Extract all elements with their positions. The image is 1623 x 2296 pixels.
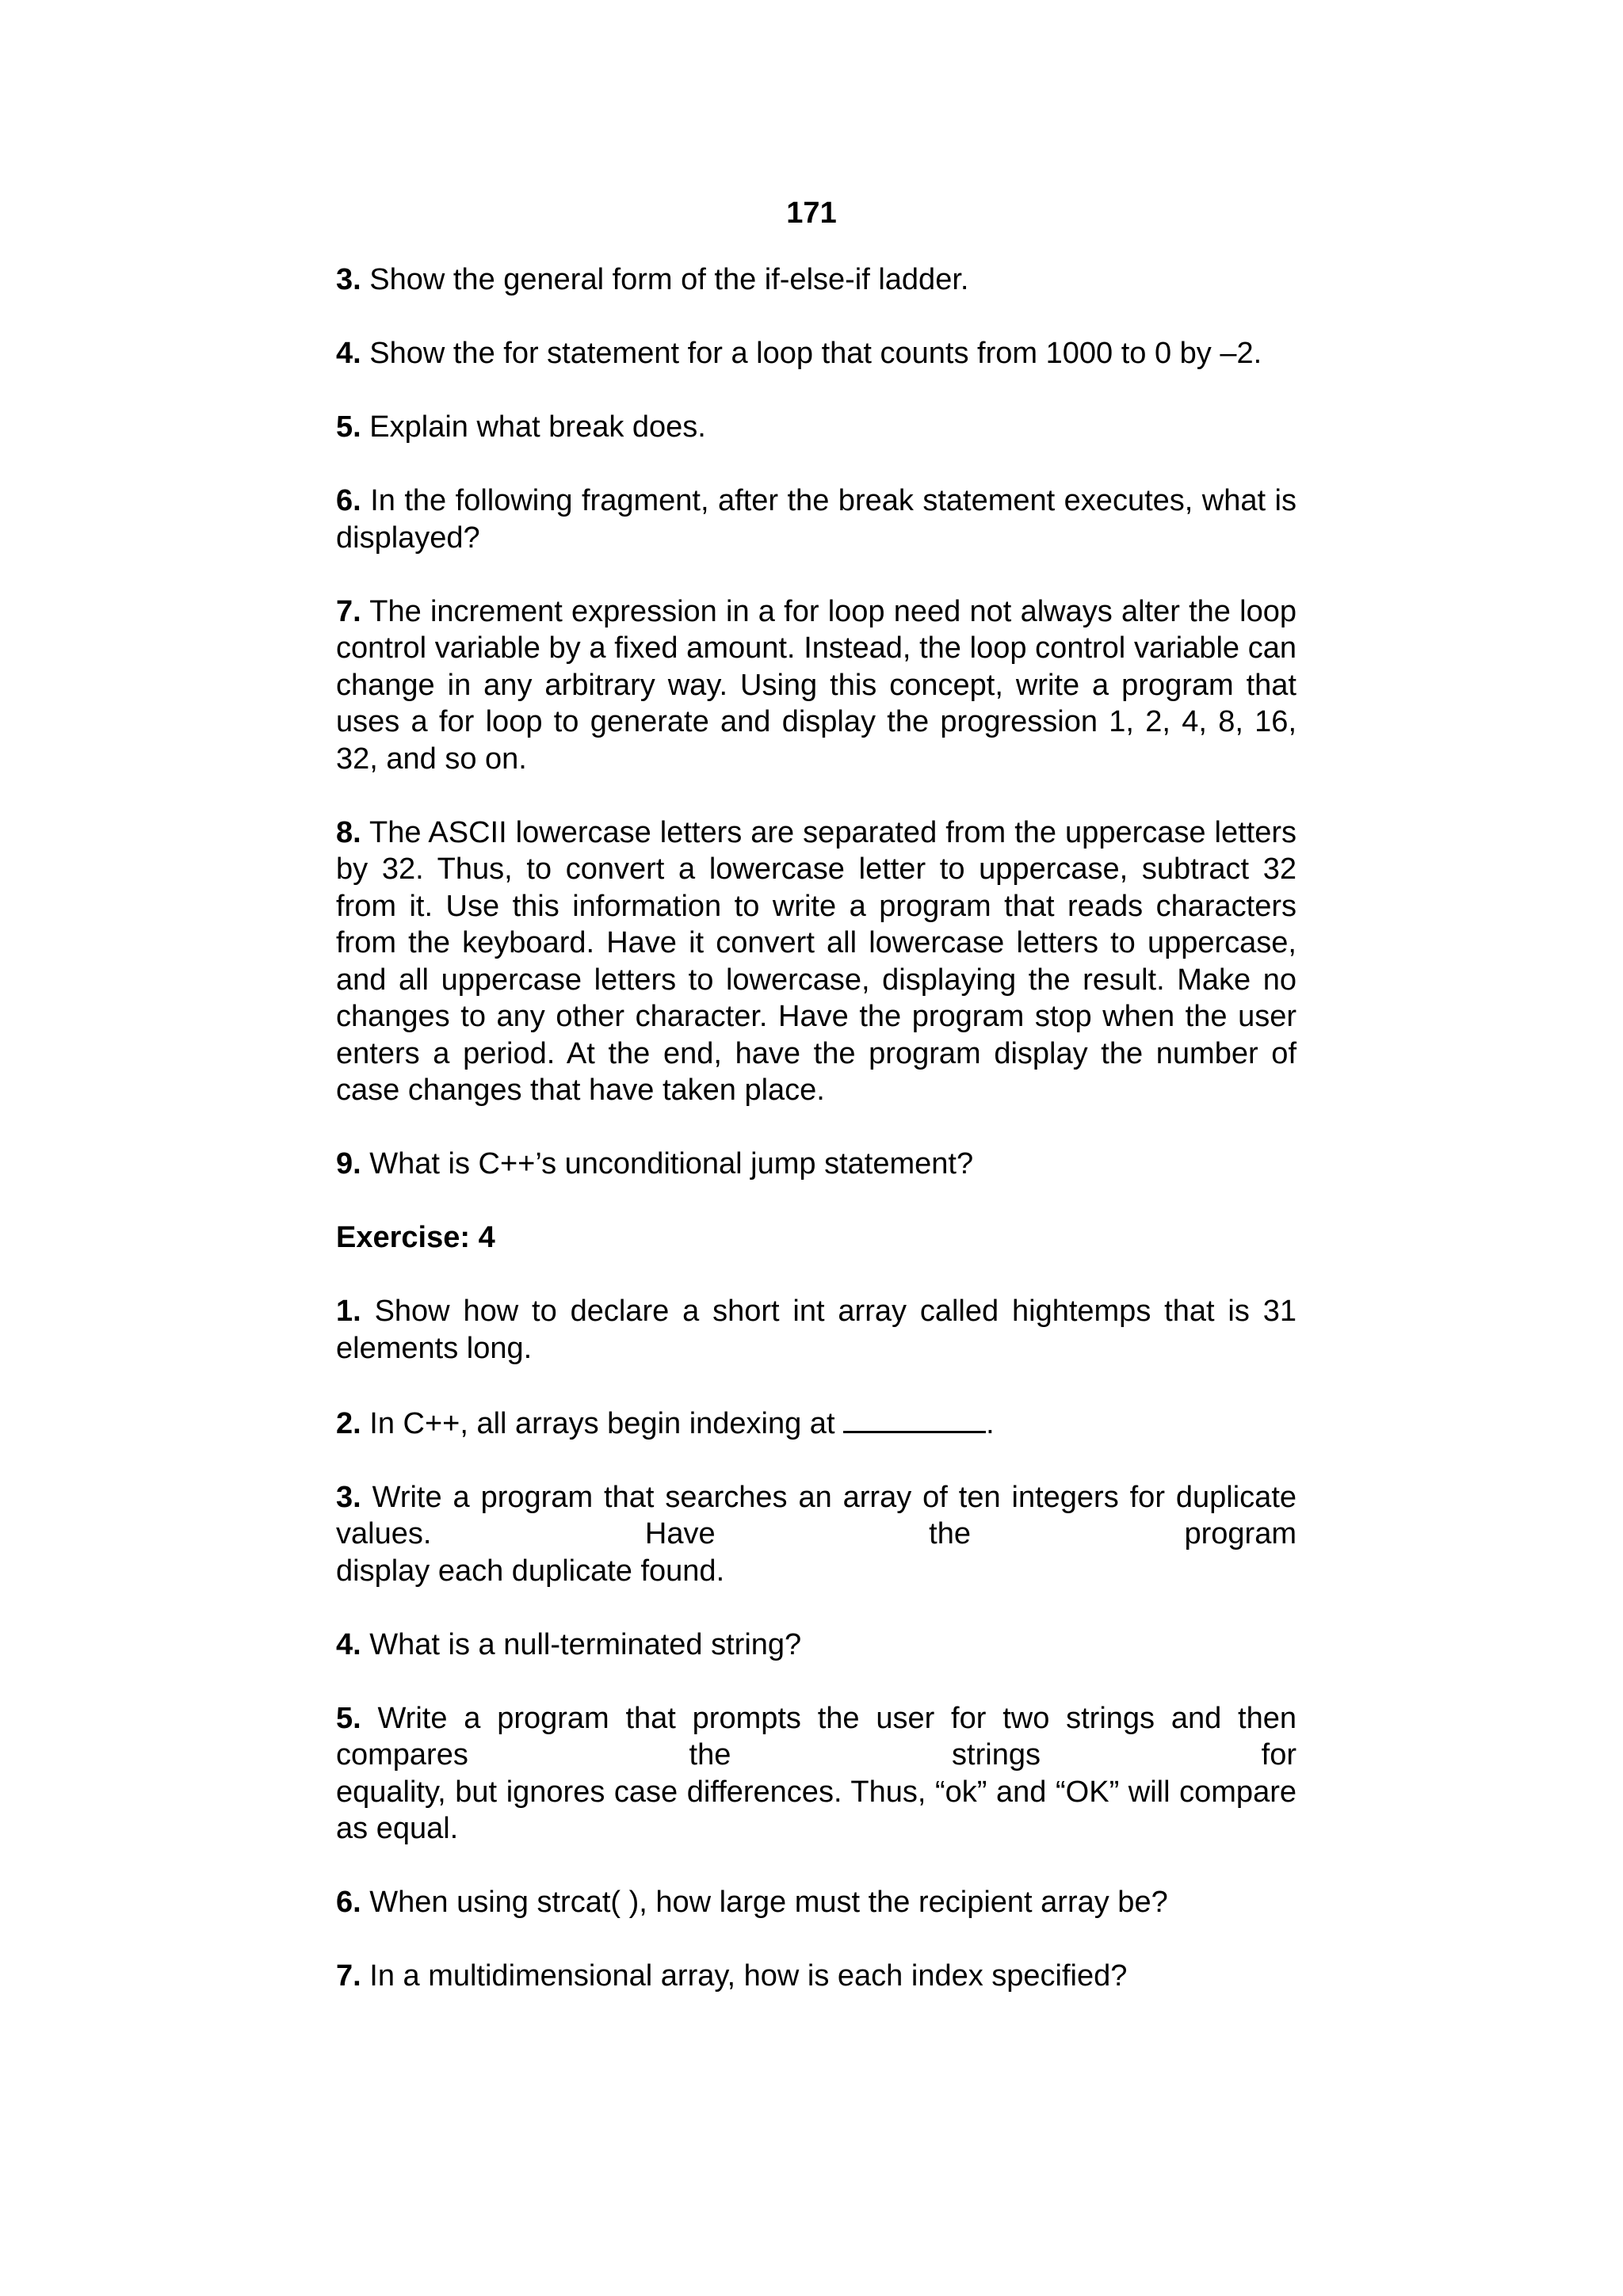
question-number: 7. (336, 594, 361, 628)
question-number: 5. (336, 410, 361, 444)
question-text: Write a program that prompts the user for two strings and then compares the strings for (336, 1701, 1296, 1772)
question-text: In the following fragment, after the break statement executes, what is displayed? (336, 484, 1296, 555)
question-text: When using strcat( ), how large must the recipient array be? (369, 1886, 1168, 1919)
exercise-question-3 (336, 1479, 1296, 1590)
question-line-1 (336, 1479, 1296, 1553)
question-number: 1. (336, 1295, 361, 1328)
question-6 (336, 482, 1296, 556)
question-line-2: display each duplicate found. (336, 1554, 725, 1588)
question-number: 9. (336, 1147, 361, 1180)
question-number: 4. (336, 1627, 361, 1661)
question-text: Show the general form of the if-else-if ladder. (369, 263, 969, 296)
exercise-question-6 (336, 1884, 1296, 1921)
question-8 (336, 814, 1296, 1109)
question-5 (336, 409, 1296, 446)
question-number: 3. (336, 1480, 361, 1514)
fill-in-blank (843, 1404, 986, 1433)
question-text: Explain what break does. (369, 410, 706, 444)
question-number: 4. (336, 337, 361, 370)
page-content (336, 261, 1296, 2031)
question-number: 3. (336, 263, 361, 296)
page-number: 171 (786, 196, 837, 230)
exercise-question-2 (336, 1404, 1296, 1443)
question-number: 5. (336, 1701, 361, 1735)
question-text: Show the for statement for a loop that counts from 1000 to 0 by –2. (369, 337, 1262, 370)
exercise-question-1 (336, 1293, 1296, 1367)
question-number: 6. (336, 1886, 361, 1919)
question-3 (336, 261, 1296, 299)
question-text: What is a null-terminated string? (369, 1627, 802, 1661)
exercise-question-4 (336, 1627, 1296, 1664)
question-number: 2. (336, 1406, 361, 1440)
question-4 (336, 335, 1296, 372)
question-suffix: . (986, 1406, 995, 1440)
question-text: The ASCII lowercase letters are separated from the uppercase letters by 32. Thus, to convert a lowercase letter to uppercase, subtract 32 from it. Use this information to write a program that reads characters from the keyboard. Have it convert all lowercase letters to uppercase, and all uppercase letters to lowercase, displaying the result. Make no changes to any other character. Have the program stop when the user enters a period. At the end, have the program display the number of case changes that have taken place. (336, 815, 1296, 1107)
question-number: 7. (336, 1959, 361, 1993)
question-7 (336, 593, 1296, 778)
exercise-question-5 (336, 1700, 1296, 1848)
question-text: The increment expression in a for loop need not always alter the loop control variable by a fixed amount. Instead, the loop control variable can change in any arbitrary way. Using this concept, write a program that uses a for loop to generate and display the progression 1, 2, 4, 8, 16, 32, and so on. (336, 594, 1296, 776)
question-text: In a multidimensional array, how is each index specified? (369, 1959, 1128, 1993)
question-9 (336, 1146, 1296, 1183)
question-number: 8. (336, 815, 361, 849)
question-text: In C++, all arrays begin indexing at (369, 1406, 835, 1440)
question-line-2: equality, but ignores case differences. Thus, “ok” and “OK” will compare as equal. (336, 1775, 1296, 1845)
question-line-1 (336, 1700, 1296, 1774)
question-text: What is C++’s unconditional jump statement? (369, 1147, 974, 1180)
question-number: 6. (336, 484, 361, 517)
question-text: Write a program that searches an array of ten integers for duplicate values. Have the program (336, 1480, 1297, 1550)
question-text: Show how to declare a short int array called hightemps that is 31 elements long. (336, 1295, 1296, 1365)
exercise-question-7 (336, 1958, 1296, 1995)
exercise-heading: Exercise: 4 (336, 1221, 495, 1254)
